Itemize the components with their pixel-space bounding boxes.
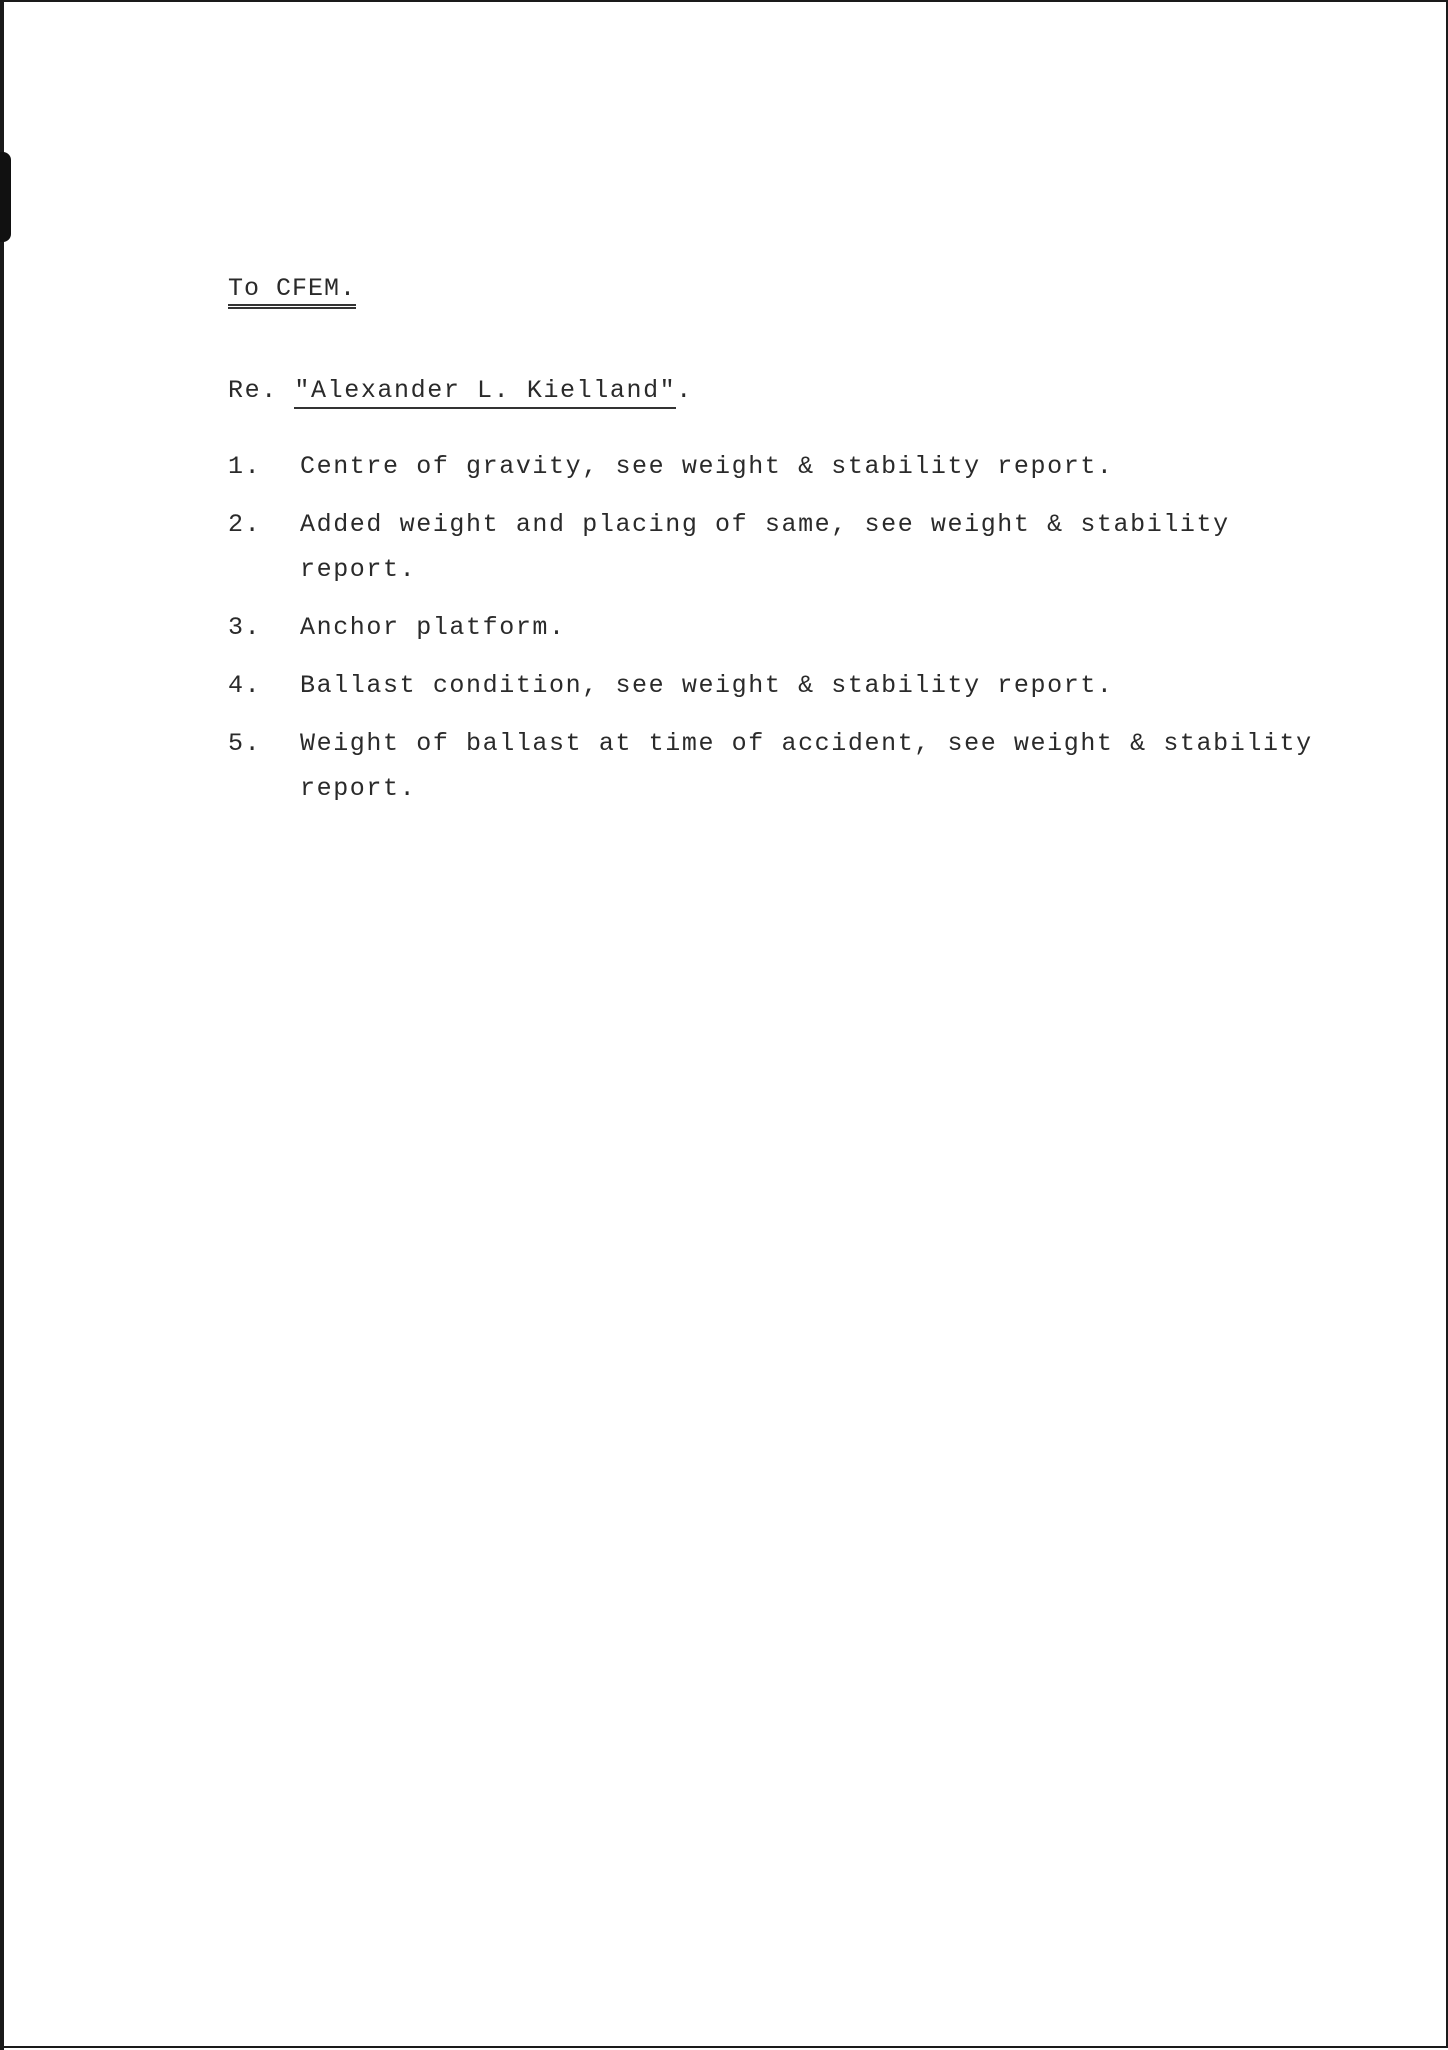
subject-prefix: Re.: [228, 376, 295, 405]
subject-suffix: .: [676, 376, 693, 405]
addressee-heading: To CFEM.: [228, 274, 356, 309]
item-list: [228, 444, 1338, 824]
item-text: Centre of gravity, see weight & stability report.: [300, 452, 1114, 481]
item-number: 2.: [228, 510, 262, 539]
item-number: 4.: [228, 671, 262, 700]
list-item: [228, 502, 1338, 592]
item-number: 1.: [228, 452, 262, 481]
item-text: Ballast condition, see weight & stability report.: [300, 671, 1114, 700]
item-number: 3.: [228, 613, 262, 642]
item-text: Weight of ballast at time of accident, see weight & stability report.: [300, 729, 1313, 803]
scan-binding-mark: [0, 152, 11, 242]
list-item: [228, 663, 1338, 708]
list-item: [228, 605, 1338, 650]
list-item: [228, 721, 1338, 811]
scan-edge: [0, 2, 4, 2050]
list-item: [228, 444, 1338, 489]
item-text: Anchor platform.: [300, 613, 566, 642]
subject-line: [228, 374, 693, 408]
item-number: 5.: [228, 729, 262, 758]
item-text: Added weight and placing of same, see weight & stability report.: [300, 510, 1230, 584]
subject-vessel-name: "Alexander L. Kielland": [294, 376, 676, 409]
